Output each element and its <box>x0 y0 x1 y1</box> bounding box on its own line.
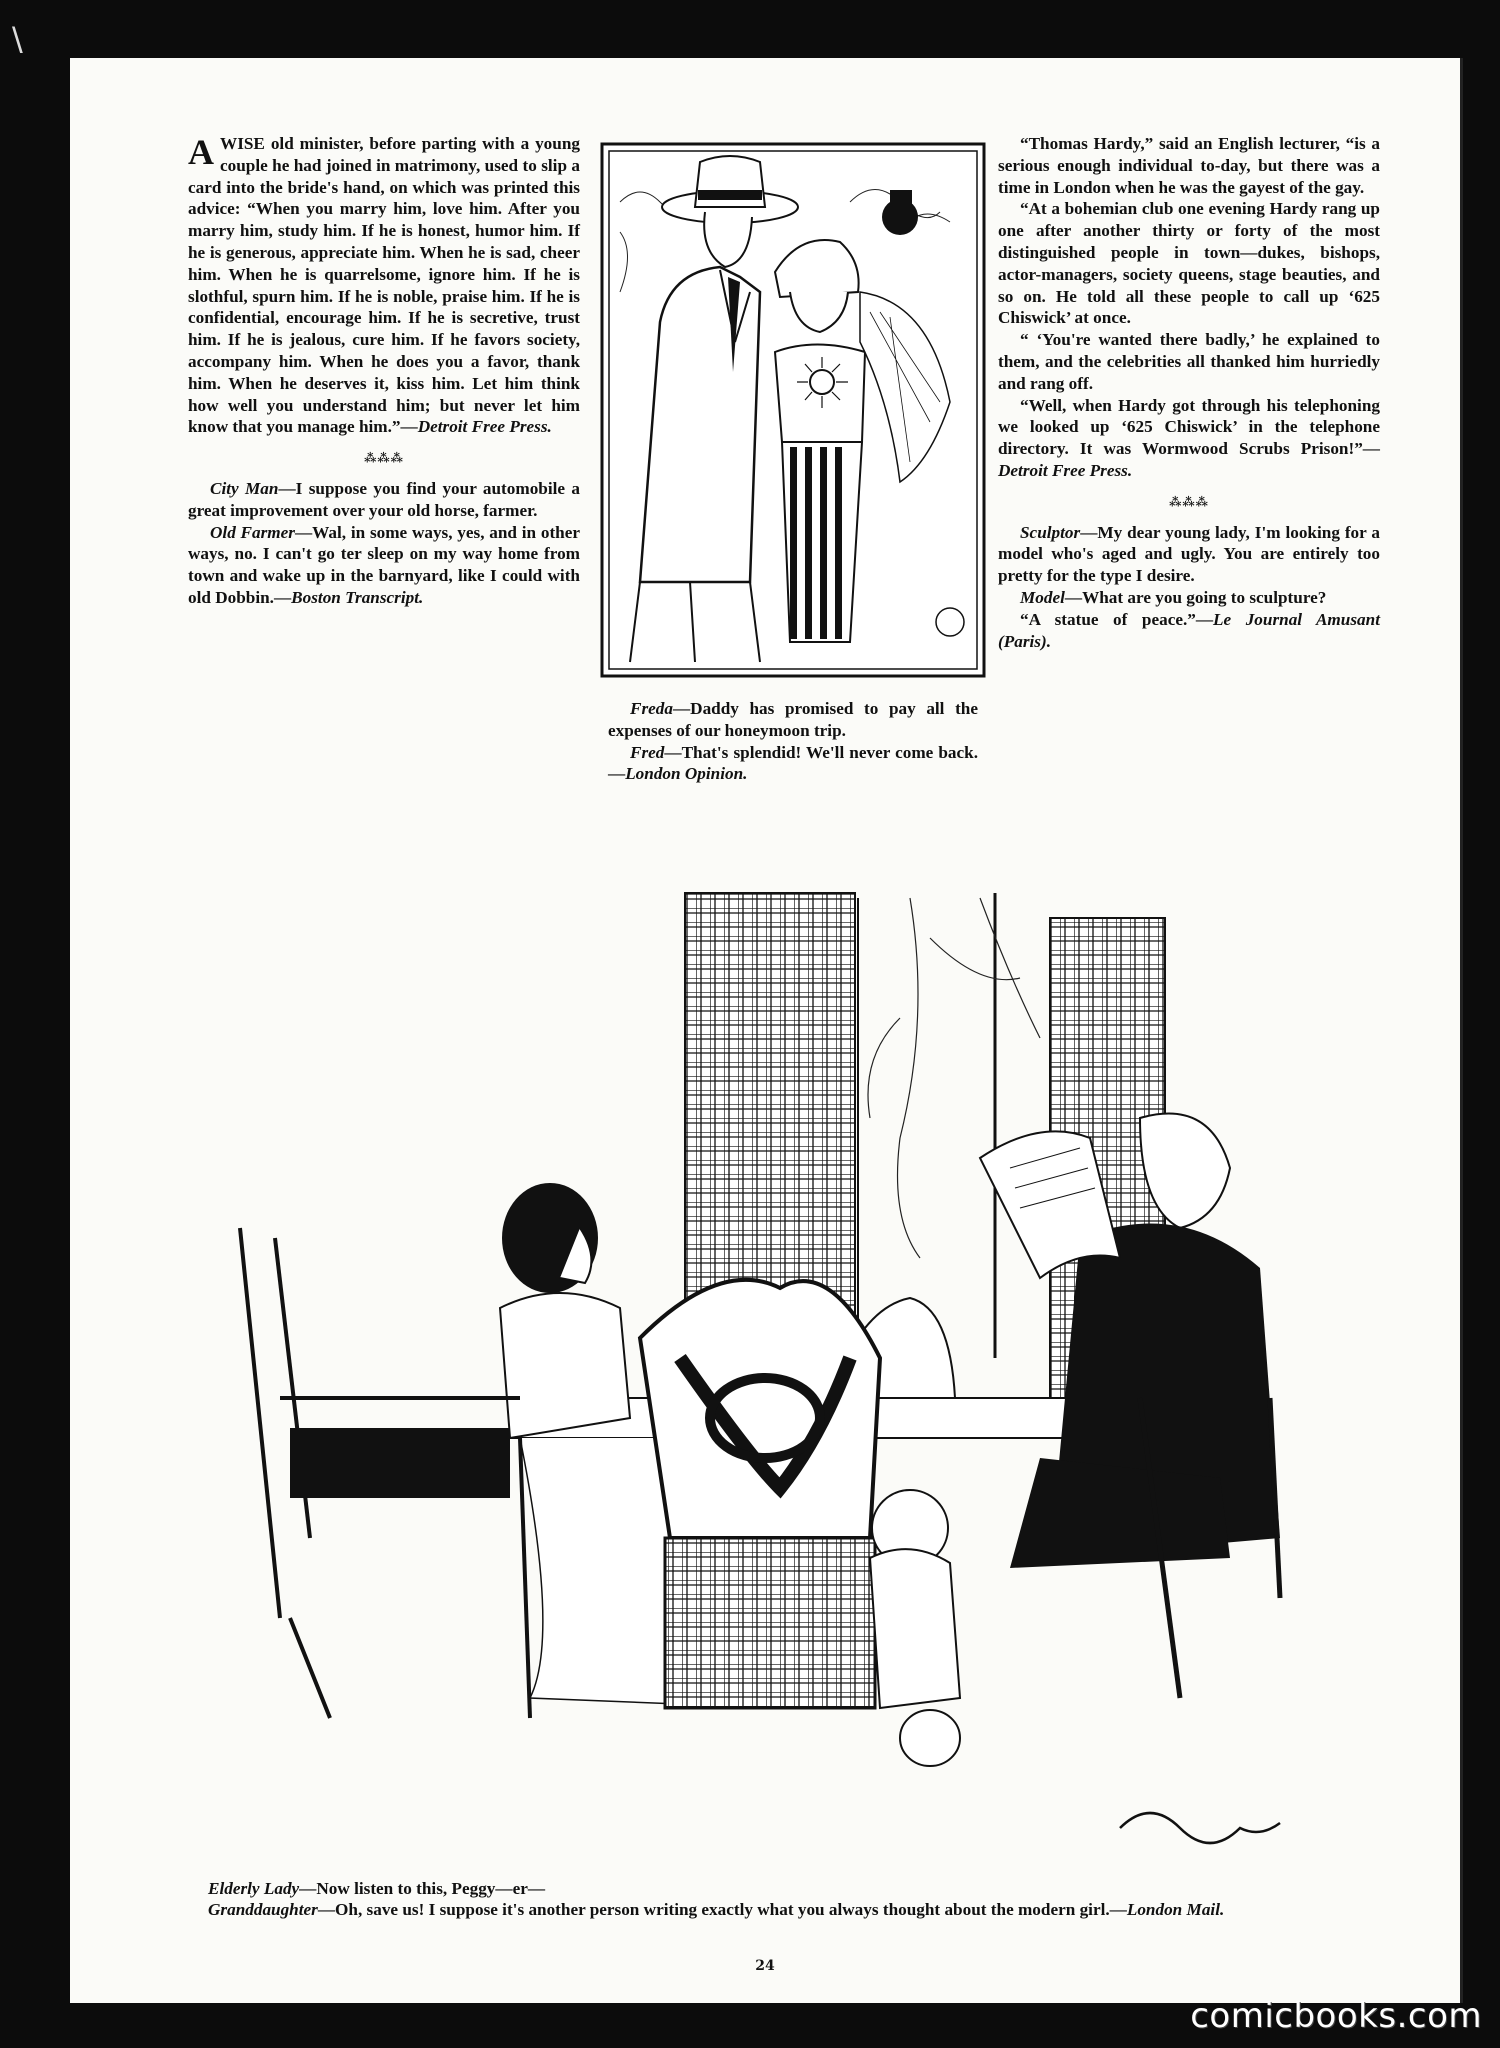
speaker: City Man <box>210 478 279 498</box>
city-man-paragraph: City Man—I suppose you find your automobile a great improvement over your old horse, farmer. <box>188 478 580 520</box>
couple-illustration <box>600 142 986 678</box>
speaker: Fred <box>630 742 665 762</box>
separator-stars: ⁂⁂⁂ <box>1169 494 1209 509</box>
hardy-paragraph-1: “Thomas Hardy,” said an English lecturer, “is a serious enough individual to-day, but there was a time in London when he was the gayest of the gay. <box>998 134 1380 197</box>
column-left <box>188 133 580 609</box>
elderly-lady-line: Elderly Lady—Now listen to this, Peggy—er— <box>208 1879 546 1898</box>
old-farmer-paragraph: Old Farmer—Wal, in some ways, yes, and in other ways, no. I can't go ter sleep on my way home from town and wake up in the barnyard, like I could with old Dobbin.—Boston Transcript. <box>188 522 580 607</box>
source-credit: Detroit Free Press. <box>998 460 1133 480</box>
source-credit: London Opinion. <box>625 764 748 784</box>
source-credit: Le Journal Amusant (Paris). <box>998 609 1380 651</box>
speaker: Freda <box>630 699 673 718</box>
speaker: Model <box>1020 587 1065 607</box>
model-paragraph: Model—What are you going to sculpture? <box>1020 587 1327 607</box>
hardy-paragraph-4: “Well, when Hardy got through his telephoning we looked up ‘625 Chiswick’ in the telephone directory. It was Wormwood Scrubs Prison!”—Detroit Free Press. <box>998 395 1380 480</box>
corner-mark: \ <box>12 20 23 58</box>
source-credit: Detroit Free Press. <box>417 417 552 437</box>
speaker: Granddaughter <box>208 1900 318 1919</box>
speaker: Sculptor <box>1020 522 1081 542</box>
freda-paragraph: Freda—Daddy has promised to pay all the expenses of our honeymoon trip. <box>608 699 978 740</box>
granddaughter-line: Granddaughter—Oh, save us! I suppose it's another person writing exactly what you always thought about the modern girl.—London Mail. <box>208 1900 1225 1919</box>
column-middle-caption <box>608 698 978 785</box>
source-credit: London Mail. <box>1126 1900 1225 1919</box>
speaker: Old Farmer <box>210 522 295 542</box>
wise-minister-paragraph: A WISE old minister, before parting with a young couple he had joined in matrimony, used to slip a card into the bride's hand, on which was printed this advice: “When you marry him, love him. After you marry him, study him. If he is honest, humor him. If he is generous, appreciate him. When he is sad, cheer him. When he is quarrelsome, ignore him. If he is slothful, spurn him. If he is noble, praise him. If he is confidential, encourage him. If he is secretive, trust him. If he is jealous, cure him. If he favors society, accompany him. When he does you a favor, thank him. When he deserves it, kiss him. Let him think how well you understand him; but never let him know that you manage him.”—Detroit Free Press. <box>188 132 580 437</box>
sculptor-paragraph: Sculptor—My dear young lady, I'm looking for a model who's aged and ugly. You are entirely too pretty for the type I desire. <box>998 522 1380 586</box>
column-right <box>998 133 1380 652</box>
magazine-page <box>70 58 1463 2003</box>
site-watermark: comicbooks.com <box>1190 1996 1482 2036</box>
dropcap: A <box>188 132 214 172</box>
hardy-paragraph-3: “ ‘You're wanted there badly,’ he explained to them, and the celebrities all thanked him hurriedly and rang off. <box>998 330 1380 393</box>
fred-paragraph: Fred—That's splendid! We'll never come back.—London Opinion. <box>608 742 978 784</box>
speaker: Elderly Lady <box>208 1879 300 1898</box>
bottom-caption <box>168 1878 1458 1920</box>
page-number: 24 <box>755 1958 775 1974</box>
statue-paragraph: “A statue of peace.”—Le Journal Amusant (Paris). <box>998 609 1380 651</box>
family-table-illustration <box>220 838 1310 1938</box>
source-credit: Boston Transcript. <box>291 587 424 607</box>
separator-stars: ⁂⁂⁂ <box>364 451 404 466</box>
hardy-paragraph-2: “At a bohemian club one evening Hardy rang up one after another thirty or forty of the most distinguished people in town—dukes, bishops, actor-managers, society queens, stage beauties, and so on. He told all these people to call up ‘625 Chiswick’ at once. <box>998 199 1380 328</box>
